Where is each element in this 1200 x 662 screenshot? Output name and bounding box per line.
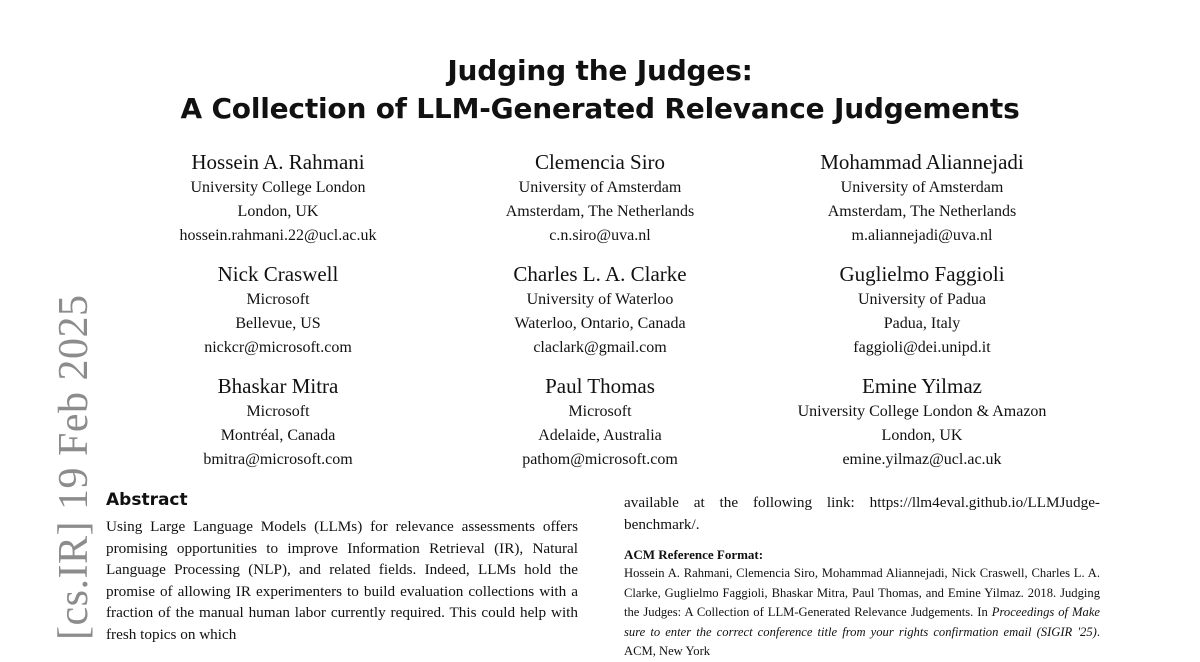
abstract-text: Using Large Language Models (LLMs) for relevance assessments offers promising opportunities to improve Information Retrieval (IR), Natural Language Processing (NLP), and related fields. Indeed, LLMs hold the promise of allowing IR experimenters to build evaluation collections with a fraction of the manual human labor currently required. This could help with fresh topics on which — [106, 518, 578, 643]
author-block — [426, 148, 774, 248]
author-location: London, UK — [881, 427, 963, 444]
acm-reference-text — [624, 564, 1100, 662]
author-block — [426, 372, 774, 472]
author-block — [426, 260, 774, 360]
title-line-2: A Collection of LLM-Generated Relevance Judgements — [180, 92, 1020, 125]
author-email: emine.yilmaz@ucl.ac.uk — [842, 451, 1002, 468]
author-location: Padua, Italy — [883, 315, 961, 332]
author-email: bmitra@microsoft.com — [203, 451, 353, 468]
acm-reference-heading: ACM Reference Format: — [624, 547, 764, 562]
author-affiliation: Microsoft — [568, 403, 632, 420]
author-affiliation: University of Amsterdam — [840, 179, 1004, 196]
author-block — [774, 260, 1070, 360]
author-location: Montréal, Canada — [220, 427, 336, 444]
author-affiliation: University College London — [190, 179, 366, 196]
author-email: c.n.siro@uva.nl — [549, 227, 651, 244]
author-block — [130, 148, 426, 248]
title-line-1: Judging the Judges: — [447, 54, 753, 87]
right-column — [624, 492, 1100, 662]
author-location: Amsterdam, The Netherlands — [505, 203, 695, 220]
author-list — [130, 148, 1070, 472]
author-affiliation: University College London & Amazon — [797, 403, 1047, 420]
author-affiliation: Microsoft — [246, 291, 310, 308]
author-affiliation: University of Amsterdam — [518, 179, 682, 196]
author-location: Adelaide, Australia — [538, 427, 662, 444]
author-name: Bhaskar Mitra — [217, 374, 339, 398]
author-block — [774, 372, 1070, 472]
author-name: Clemencia Siro — [534, 150, 666, 174]
arxiv-identifier-stamp: [cs.IR] 19 Feb 2025 — [51, 294, 97, 640]
acm-reference-plain: Hossein A. Rahmani, Clemencia Siro, Mohammad Aliannejadi, Nick Craswell, Charles L. A. Clarke, Guglielmo Faggioli, Bhaskar Mitra, Paul Thomas, and Emine Yilmaz. 2018. Judging the Judges: A Collection of LLM-Generated Relevance Judgements. In — [624, 566, 1100, 619]
abstract-heading: Abstract — [106, 490, 188, 510]
author-block — [130, 372, 426, 472]
abstract-section — [106, 488, 578, 645]
author-name: Paul Thomas — [545, 374, 655, 398]
author-email: claclark@gmail.com — [533, 339, 667, 356]
author-email: faggioli@dei.unipd.it — [853, 339, 991, 356]
author-email: nickcr@microsoft.com — [204, 339, 352, 356]
author-block — [130, 260, 426, 360]
author-location: Amsterdam, The Netherlands — [827, 203, 1017, 220]
author-block — [774, 148, 1070, 248]
author-location: Bellevue, US — [235, 315, 321, 332]
author-affiliation: Microsoft — [246, 403, 310, 420]
author-name: Mohammad Aliannejadi — [820, 150, 1024, 174]
author-location: Waterloo, Ontario, Canada — [514, 315, 686, 332]
author-name: Nick Craswell — [217, 262, 339, 286]
author-location: London, UK — [237, 203, 319, 220]
author-email: pathom@microsoft.com — [522, 451, 678, 468]
acm-reference-proceedings: Proceedings of Make sure to enter the correct conference title from your rights confirmation email (SIGIR '25) — [624, 605, 1100, 639]
author-name: Emine Yilmaz — [862, 374, 982, 398]
author-name: Guglielmo Faggioli — [839, 262, 1005, 286]
abstract-continuation: available at the following link: https://llm4eval.github.io/LLMJudge-benchmark/. — [624, 494, 1100, 533]
author-name: Charles L. A. Clarke — [513, 262, 687, 286]
author-name: Hossein A. Rahmani — [191, 150, 365, 174]
author-email: m.aliannejadi@uva.nl — [851, 227, 993, 244]
author-affiliation: University of Padua — [858, 291, 986, 308]
author-affiliation: University of Waterloo — [526, 291, 674, 308]
paper-title — [0, 52, 1200, 128]
acm-reference-tail: . ACM, New York — [624, 624, 1100, 658]
author-email: hossein.rahmani.22@ucl.ac.uk — [179, 227, 377, 244]
